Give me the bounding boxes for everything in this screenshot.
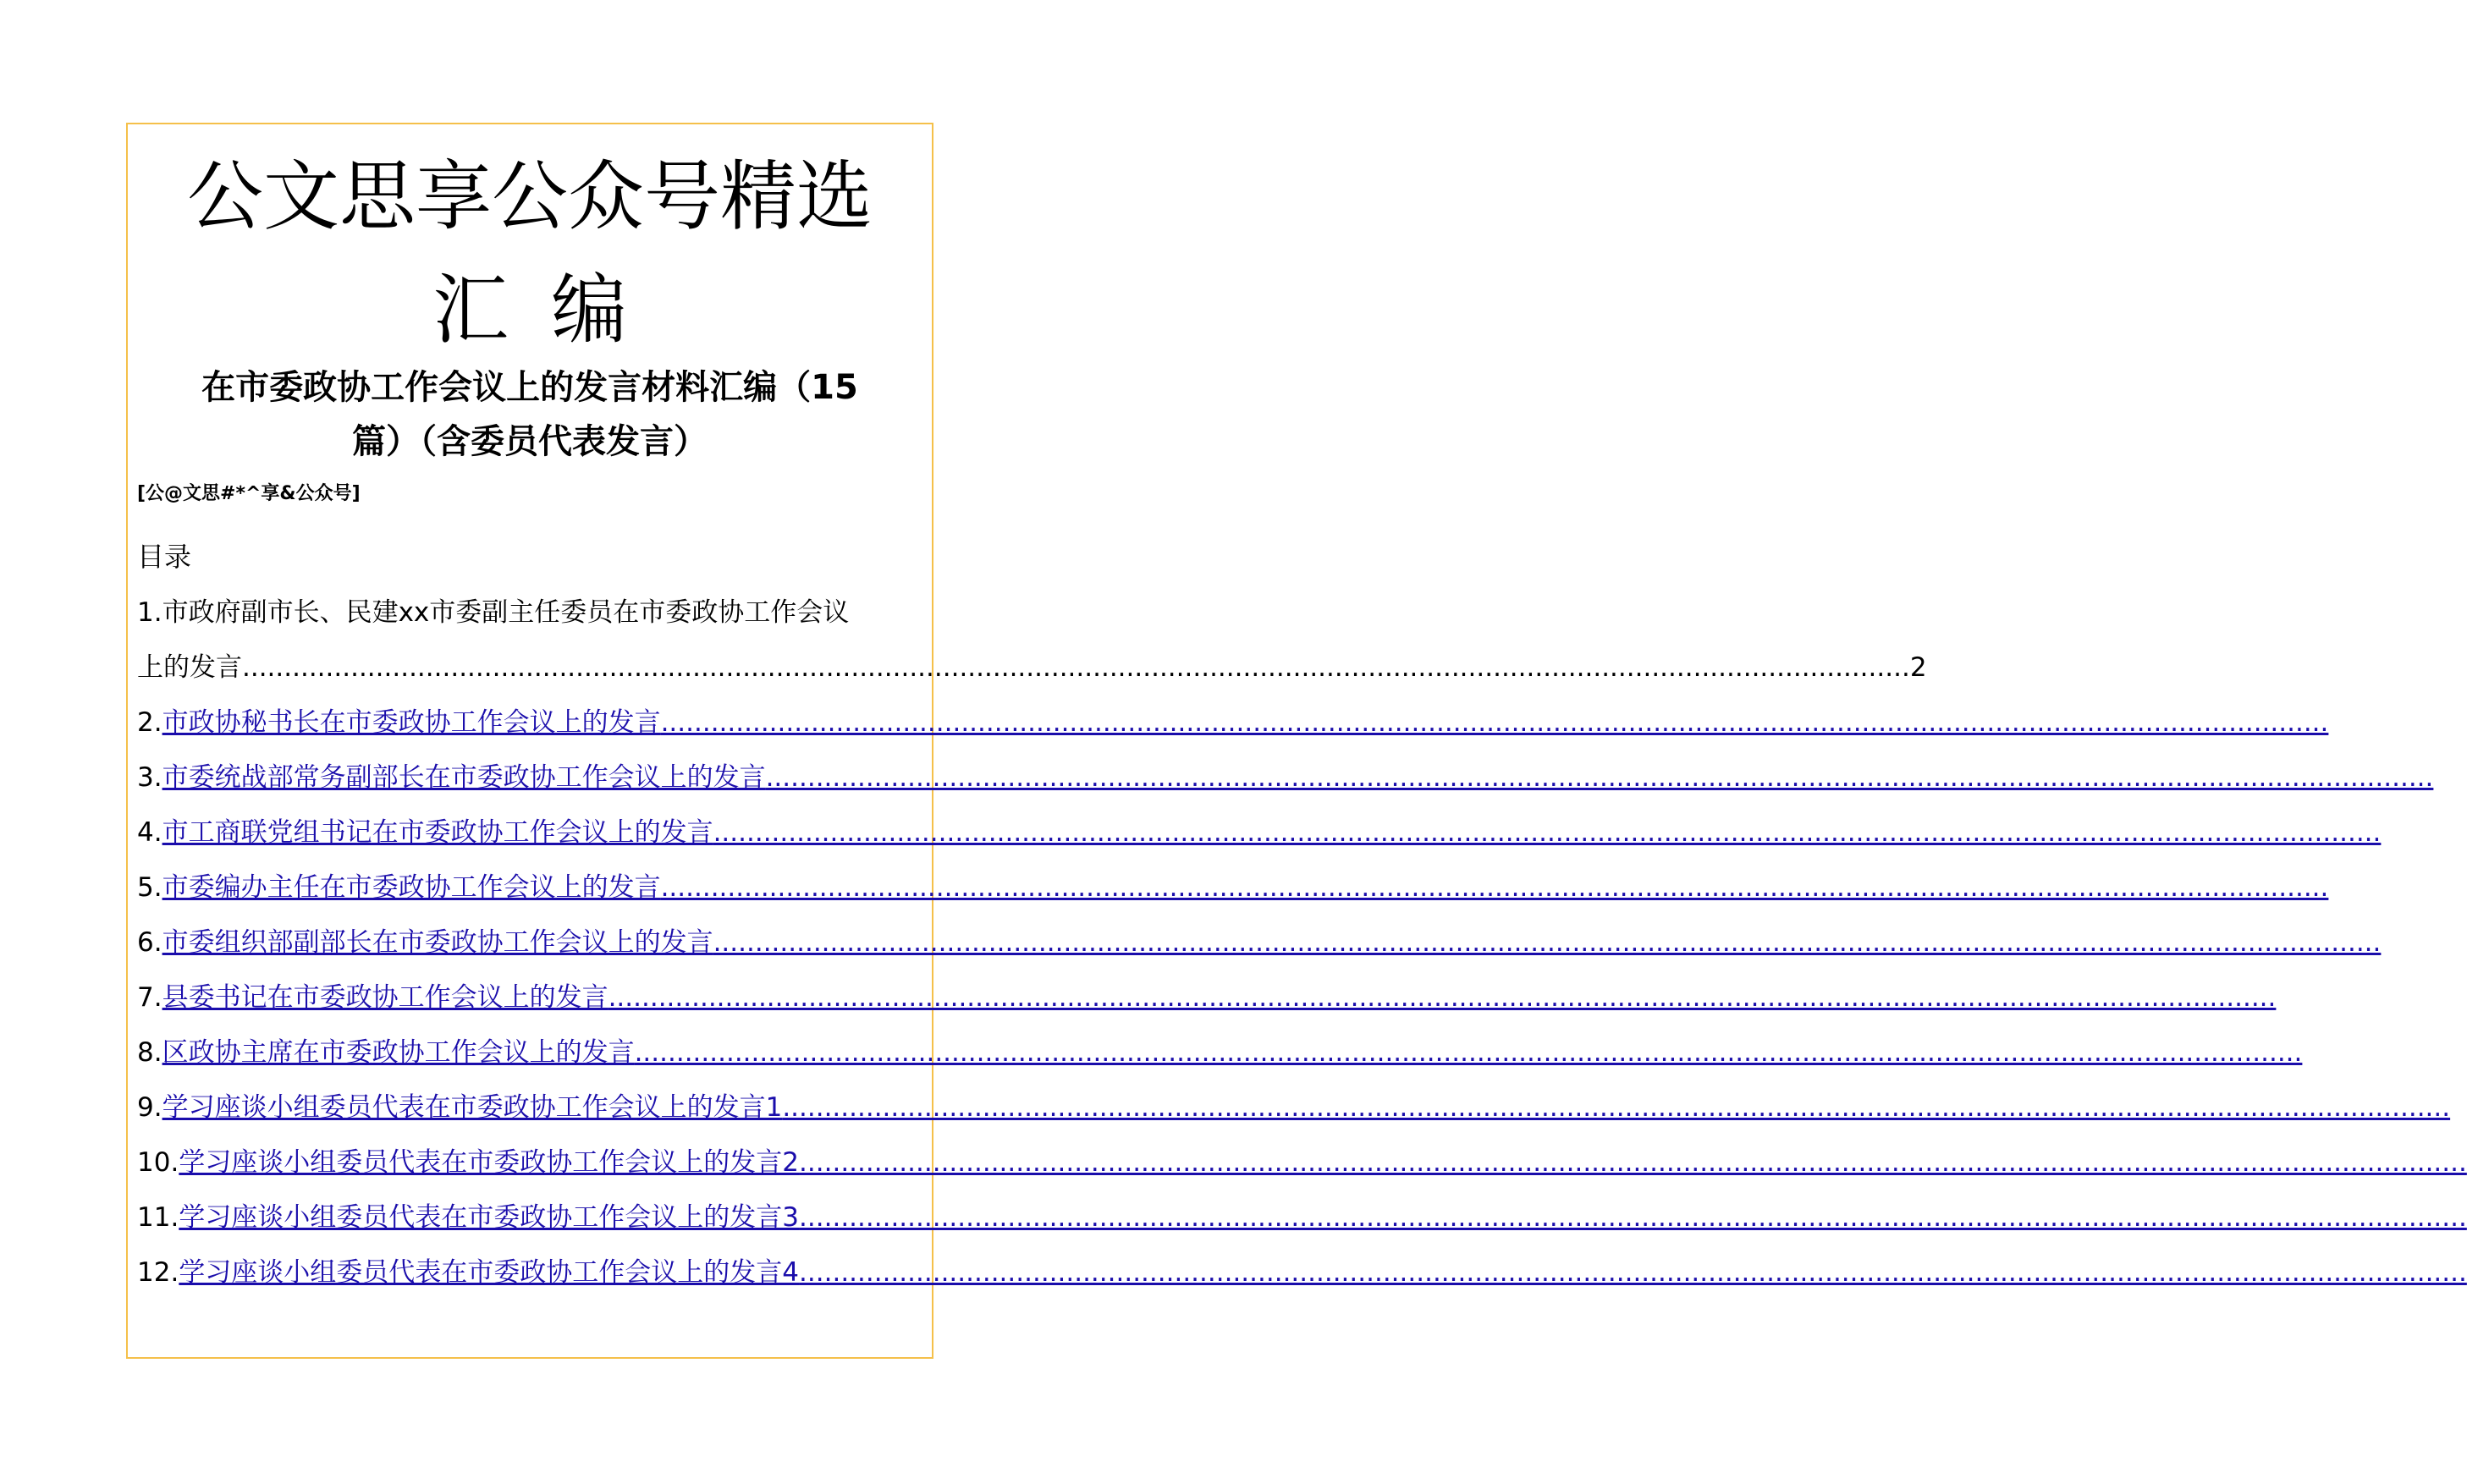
main-title-line2: 汇编 <box>432 266 669 355</box>
toc-leader-dots: ........................................................................................................................................................................................................ <box>799 1202 2467 1233</box>
toc-heading: 目录 <box>137 541 192 573</box>
toc-entry-11[interactable] <box>137 1199 2467 1236</box>
toc-entry-3[interactable] <box>137 759 2434 796</box>
toc-entry-6[interactable] <box>137 924 2382 961</box>
toc-leader-dots: ........................................................................................................................................................................................................ <box>799 1257 2467 1288</box>
toc-entry-link[interactable]: 市委编办主任在市委政协工作会议上的发言 <box>162 872 661 903</box>
toc-leader-dots: ........................................................................................................................................................................................................ <box>660 707 2329 738</box>
toc-entry-number: 3. <box>137 762 162 793</box>
toc-entry-2[interactable] <box>137 704 2329 741</box>
toc-entry-link[interactable]: 县委书记在市委政协工作会议上的发言 <box>162 982 608 1013</box>
toc-entry-10[interactable] <box>137 1144 2467 1181</box>
toc-leader-dots: ........................................................................................................................................................................................................ <box>713 927 2382 958</box>
toc-leader-dots: ........................................................................................................................................................................................................ <box>242 652 1910 683</box>
toc-entry-link[interactable]: 区政协主席在市委政协工作会议上的发言 <box>162 1037 635 1068</box>
subtitle-line2: 篇）（含委员代表发言） <box>352 422 708 461</box>
toc-entry-number: 12. <box>137 1257 179 1288</box>
subtitle-line1: 在市委政协工作会议上的发言材料汇编（15 <box>201 368 858 407</box>
toc-entry-number: 8. <box>137 1037 162 1068</box>
toc-entry-number: 5. <box>137 872 162 903</box>
toc-entry-link[interactable]: 市政协秘书长在市委政协工作会议上的发言 <box>162 707 661 738</box>
toc-entry-9[interactable] <box>137 1089 2451 1126</box>
toc-entry-number: 11. <box>137 1202 179 1233</box>
toc-page-number: 2 <box>1909 652 1927 683</box>
toc-entry-number: 9. <box>137 1092 162 1123</box>
toc-entry-link[interactable]: 市工商联党组书记在市委政协工作会议上的发言 <box>162 817 713 848</box>
toc-entry-text: 上的发言 <box>137 652 242 683</box>
toc-leader-dots: ........................................................................................................................................................................................................ <box>713 817 2382 848</box>
toc-entry-5[interactable] <box>137 869 2329 906</box>
toc-entry-1-line1 <box>137 594 924 631</box>
toc-entry-number: 10. <box>137 1147 179 1178</box>
toc-entry-link[interactable]: 市委组织部副部长在市委政协工作会议上的发言 <box>162 927 713 958</box>
toc-leader-dots: ........................................................................................................................................................................................................ <box>782 1092 2451 1123</box>
toc-entry-text: 市政府副市长、民建xx市委副主任委员在市委政协工作会议 <box>162 597 850 628</box>
toc-entry-12[interactable] <box>137 1254 2467 1291</box>
toc-leader-dots: ........................................................................................................................................................................................................ <box>660 872 2329 903</box>
toc-leader-dots: ........................................................................................................................................................................................................ <box>608 982 2277 1013</box>
toc-entry-link[interactable]: 学习座谈小组委员代表在市委政协工作会议上的发言3 <box>179 1202 800 1233</box>
toc-entry-link[interactable]: 市委统战部常务副部长在市委政协工作会议上的发言 <box>162 762 766 793</box>
toc-leader-dots: ........................................................................................................................................................................................................ <box>765 762 2434 793</box>
toc-leader-dots: ........................................................................................................................................................................................................ <box>634 1037 2303 1068</box>
toc-entry-8[interactable] <box>137 1034 2303 1071</box>
main-title-line1: 公文思享公众号精选 <box>187 152 873 241</box>
toc-entry-4[interactable] <box>137 814 2382 851</box>
watermark-text: [公@文思#*^享&公众号] <box>137 483 361 504</box>
toc-entry-number: 1. <box>137 597 162 628</box>
toc-entry-number: 2. <box>137 707 162 738</box>
toc-entry-number: 4. <box>137 817 162 848</box>
toc-entry-link[interactable]: 学习座谈小组委员代表在市委政协工作会议上的发言4 <box>179 1257 800 1288</box>
toc-entry-link[interactable]: 学习座谈小组委员代表在市委政协工作会议上的发言1 <box>162 1092 783 1123</box>
toc-entry-number: 6. <box>137 927 162 958</box>
toc-leader-dots: ........................................................................................................................................................................................................ <box>799 1147 2467 1178</box>
toc-entry-link[interactable]: 学习座谈小组委员代表在市委政协工作会议上的发言2 <box>179 1147 800 1178</box>
toc-entry-7[interactable] <box>137 979 2277 1016</box>
toc-entry-1-line2 <box>137 649 1927 686</box>
toc-entry-number: 7. <box>137 982 162 1013</box>
